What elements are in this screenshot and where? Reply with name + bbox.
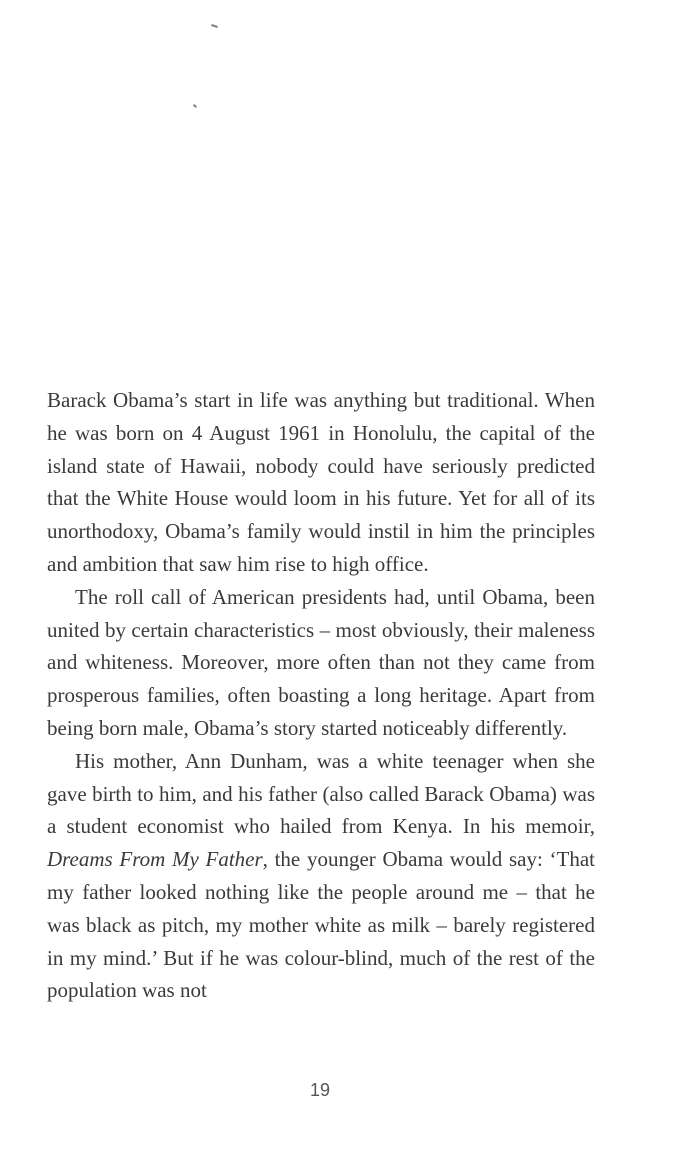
scan-speck <box>193 104 197 108</box>
paragraph-2: The roll call of American presidents had, until Obama, been united by certain characteristics – most obviously, their maleness and whiteness. Moreover, more often than not they came from prosperous families, often boasting a long heritage. Apart from being born male, Obama’s story started noticeably differently. <box>47 584 595 740</box>
paragraph-3 <box>47 745 595 1007</box>
paragraph-1: Barack Obama’s start in life was anything but traditional. When he was born on 4 August 1961 in Honolulu, the capital of the island state of Hawaii, nobody could have seriously predicted that the White House would loom in his future. Yet for all of its unorthodoxy, Obama’s family would instil in him the principles and ambition that saw him rise to high office. <box>47 388 595 576</box>
body-text <box>47 384 595 1007</box>
book-title: Dreams From My Father <box>47 847 263 872</box>
paragraph-3-text-b: , the younger Obama would say: ‘That my father looked nothing like the people around me – that he was black as pitch, my mother white as milk – barely registered in my mind.’ But if he was colour-blind, much of the rest of the population was not <box>47 847 595 1003</box>
page-number: 19 <box>309 1080 331 1100</box>
paragraph-3-text-a: His mother, Ann Dunham, was a white teenager when she gave birth to him, and his father (also called Barack Obama) was a student economist who hailed from Kenya. In his memoir, <box>47 748 595 839</box>
scan-speck <box>211 24 218 28</box>
